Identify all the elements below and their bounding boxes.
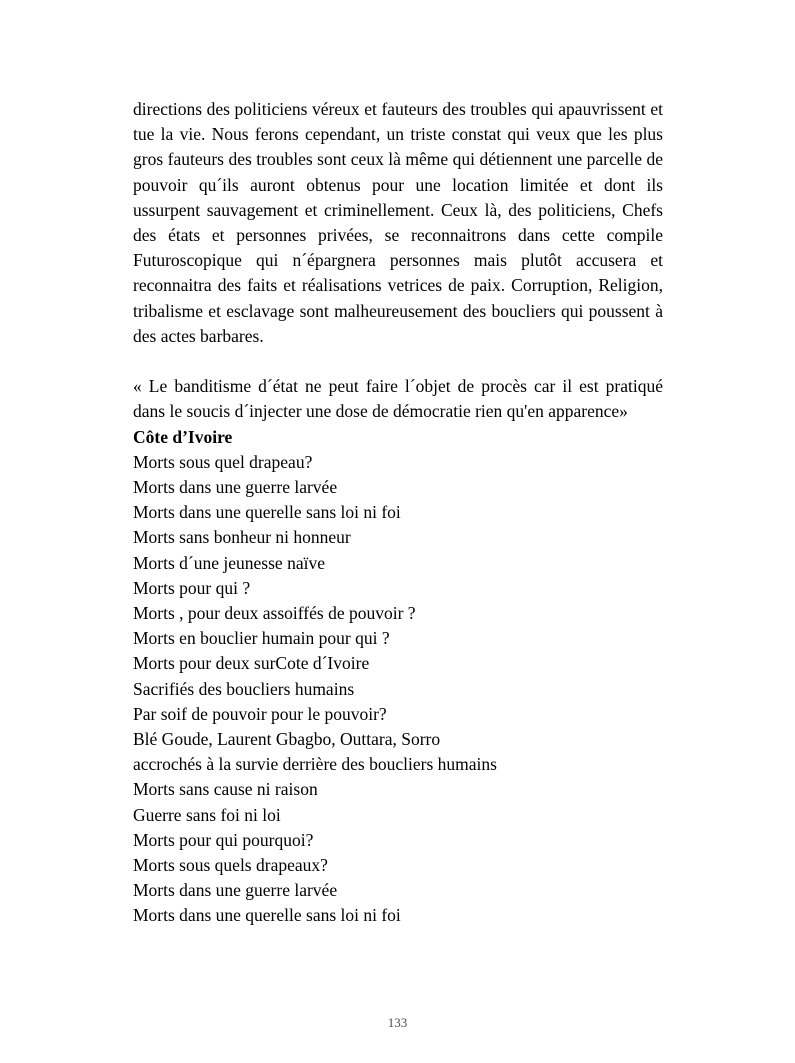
body-paragraph: directions des politiciens véreux et fauteurs des troubles qui apauvrissent et tue la vie. Nous ferons cependant, un triste constat qui veux que les plus gros fauteurs des troubles sont ceux là même qui détiennent une parcelle de pouvoir qu´ils auront obtenus pour une location limitée et dont ils ussurpent sauvagement et criminellement. Ceux là, des politiciens, Chefs des états et personnes privées, se reconnaitrons dans cette compile Futuroscopique qui n´épargnera personnes mais plutôt accusera et reconnaitra des faits et réalisations vetrices de paix. Corruption, Religion, tribalisme et esclavage sont malheureusement des boucliers qui poussent à des actes barbares. — [133, 99, 663, 346]
poem-line: Morts , pour deux assoiffés de pouvoir ? — [133, 603, 416, 624]
poem-line: accrochés à la survie derrière des boucliers humains — [133, 754, 497, 775]
poem-line: Morts pour qui pourquoi? — [133, 829, 314, 850]
poem-line: Morts dans une guerre larvée — [133, 477, 338, 498]
poem-line: Morts sans cause ni raison — [133, 779, 318, 800]
poem-line: Morts pour qui ? — [133, 577, 251, 598]
section-heading: Côte d’Ivoire — [133, 426, 233, 447]
poem-line: Morts pour deux surCote d´Ivoire — [133, 653, 370, 674]
page-number: 133 — [387, 1015, 408, 1030]
poem-block — [133, 450, 663, 929]
poem-line: Morts sous quel drapeau? — [133, 451, 313, 472]
poem-line: Morts sous quels drapeaux? — [133, 855, 328, 876]
poem-line: Blé Goude, Laurent Gbagbo, Outtara, Sorro — [133, 729, 441, 750]
page-content — [133, 97, 663, 929]
poem-line: Guerre sans foi ni loi — [133, 804, 281, 825]
poem-line: Morts en bouclier humain pour qui ? — [133, 628, 390, 649]
quote-paragraph: « Le banditisme d´état ne peut faire l´objet de procès car il est pratiqué dans le soucis d´injecter une dose de démocratie rien qu'en apparence» — [133, 376, 663, 422]
poem-line: Morts dans une querelle sans loi ni foi — [133, 502, 401, 523]
poem-line: Morts dans une guerre larvée — [133, 880, 338, 901]
poem-line: Morts sans bonheur ni honneur — [133, 527, 351, 548]
poem-line: Morts dans une querelle sans loi ni foi — [133, 905, 401, 926]
poem-line: Sacrifiés des boucliers humains — [133, 678, 355, 699]
poem-line: Morts d´une jeunesse naïve — [133, 552, 325, 573]
poem-line: Par soif de pouvoir pour le pouvoir? — [133, 703, 387, 724]
